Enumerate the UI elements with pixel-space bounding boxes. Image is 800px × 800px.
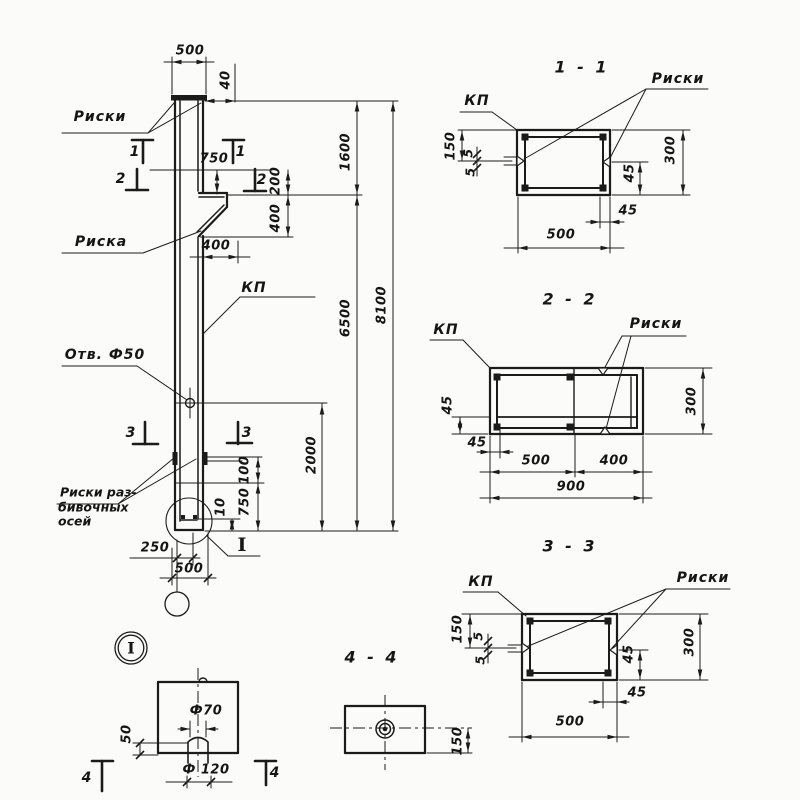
dim-corbel-400-v: 400 — [268, 203, 284, 233]
section-marker-3-left: 3 — [125, 425, 137, 441]
foot-dim-f70: Ф70 — [189, 703, 223, 719]
axis-marks-label-line2: бивочных — [58, 499, 129, 515]
s11-dim-45-bottom: 45 — [618, 203, 638, 219]
dim-corbel-200: 200 — [268, 166, 284, 196]
s33-dim-500: 500 — [555, 714, 585, 730]
section-marker-3-right: 3 — [241, 425, 253, 441]
s33-dim-45-right: 45 — [621, 644, 637, 664]
dim-mark-750: 750 — [237, 487, 253, 517]
section-marker-1-left: 1 — [129, 144, 141, 160]
dim-2000: 2000 — [304, 435, 320, 475]
dim-base-10: 10 — [213, 497, 229, 517]
s11-dim-5a: 5 — [460, 148, 476, 158]
riska-label: Риска — [74, 234, 128, 250]
dim-1600: 1600 — [338, 132, 354, 172]
s11-dim-500: 500 — [546, 227, 576, 243]
dim-top-width: 500 — [175, 43, 205, 59]
s22-dim-900: 900 — [556, 479, 586, 495]
riski-top-label: Риски — [73, 109, 127, 125]
section-4-4-title: 4 - 4 — [344, 647, 400, 667]
section-marker-2-left: 2 — [115, 171, 127, 187]
detail-leader-mark: I — [237, 534, 247, 556]
s33-dim-300: 300 — [682, 627, 698, 657]
s22-dim-400: 400 — [599, 453, 629, 469]
s11-dim-5b: 5 — [462, 167, 478, 177]
section-marker-2-right: 2 — [256, 172, 268, 188]
axis-marks-label-line1: Риски раз- — [60, 484, 137, 500]
s22-dim-500: 500 — [521, 453, 551, 469]
s11-kp-label: КП — [464, 93, 490, 109]
s33-dim-5b: 5 — [472, 655, 488, 665]
dim-8100: 8100 — [374, 285, 390, 325]
foot-dim-50: 50 — [119, 724, 135, 744]
s22-dim-300: 300 — [684, 386, 700, 416]
detail-bubble-mark: I — [127, 638, 135, 658]
dim-6500: 6500 — [338, 298, 354, 338]
dim-corbel-400-h: 400 — [201, 238, 231, 254]
section-marker-4-right: 4 — [269, 765, 281, 781]
s22-dim-45-left: 45 — [440, 395, 456, 415]
axis-marks-label-line3: осей — [58, 513, 92, 529]
s22-riski-label: Риски — [629, 316, 683, 332]
s33-dim-150: 150 — [450, 614, 466, 644]
foot-dim-f120: Ф 120 — [182, 762, 230, 778]
s44-dim-150: 150 — [450, 726, 466, 756]
s11-riski-label: Риски — [651, 71, 705, 87]
dim-corbel-top: 750 — [199, 151, 229, 167]
s22-kp-label: КП — [433, 322, 459, 338]
section-3-3-title: 3 - 3 — [542, 536, 598, 556]
section-marker-4-left: 4 — [81, 770, 93, 786]
dim-mark-100: 100 — [237, 455, 253, 485]
section-1-1-title: 1 - 1 — [554, 57, 610, 77]
section-marker-1-right: 1 — [235, 144, 247, 160]
dim-base-500: 500 — [174, 561, 204, 577]
s33-dim-5a: 5 — [470, 631, 486, 641]
s33-riski-label: Риски — [676, 570, 730, 586]
section-2-2-title: 2 - 2 — [542, 289, 598, 309]
hole-label: Отв. Ф50 — [64, 347, 146, 363]
dim-top-offset: 40 — [218, 70, 234, 90]
s22-dim-45-bottom: 45 — [467, 435, 487, 451]
s11-dim-150: 150 — [443, 131, 459, 161]
s11-dim-300: 300 — [663, 135, 679, 165]
s33-dim-45-bottom: 45 — [627, 685, 647, 701]
kp-label-elevation: КП — [241, 280, 267, 296]
s11-dim-45-right: 45 — [622, 163, 638, 183]
s33-kp-label: КП — [468, 574, 494, 590]
dim-base-250: 250 — [140, 540, 170, 556]
